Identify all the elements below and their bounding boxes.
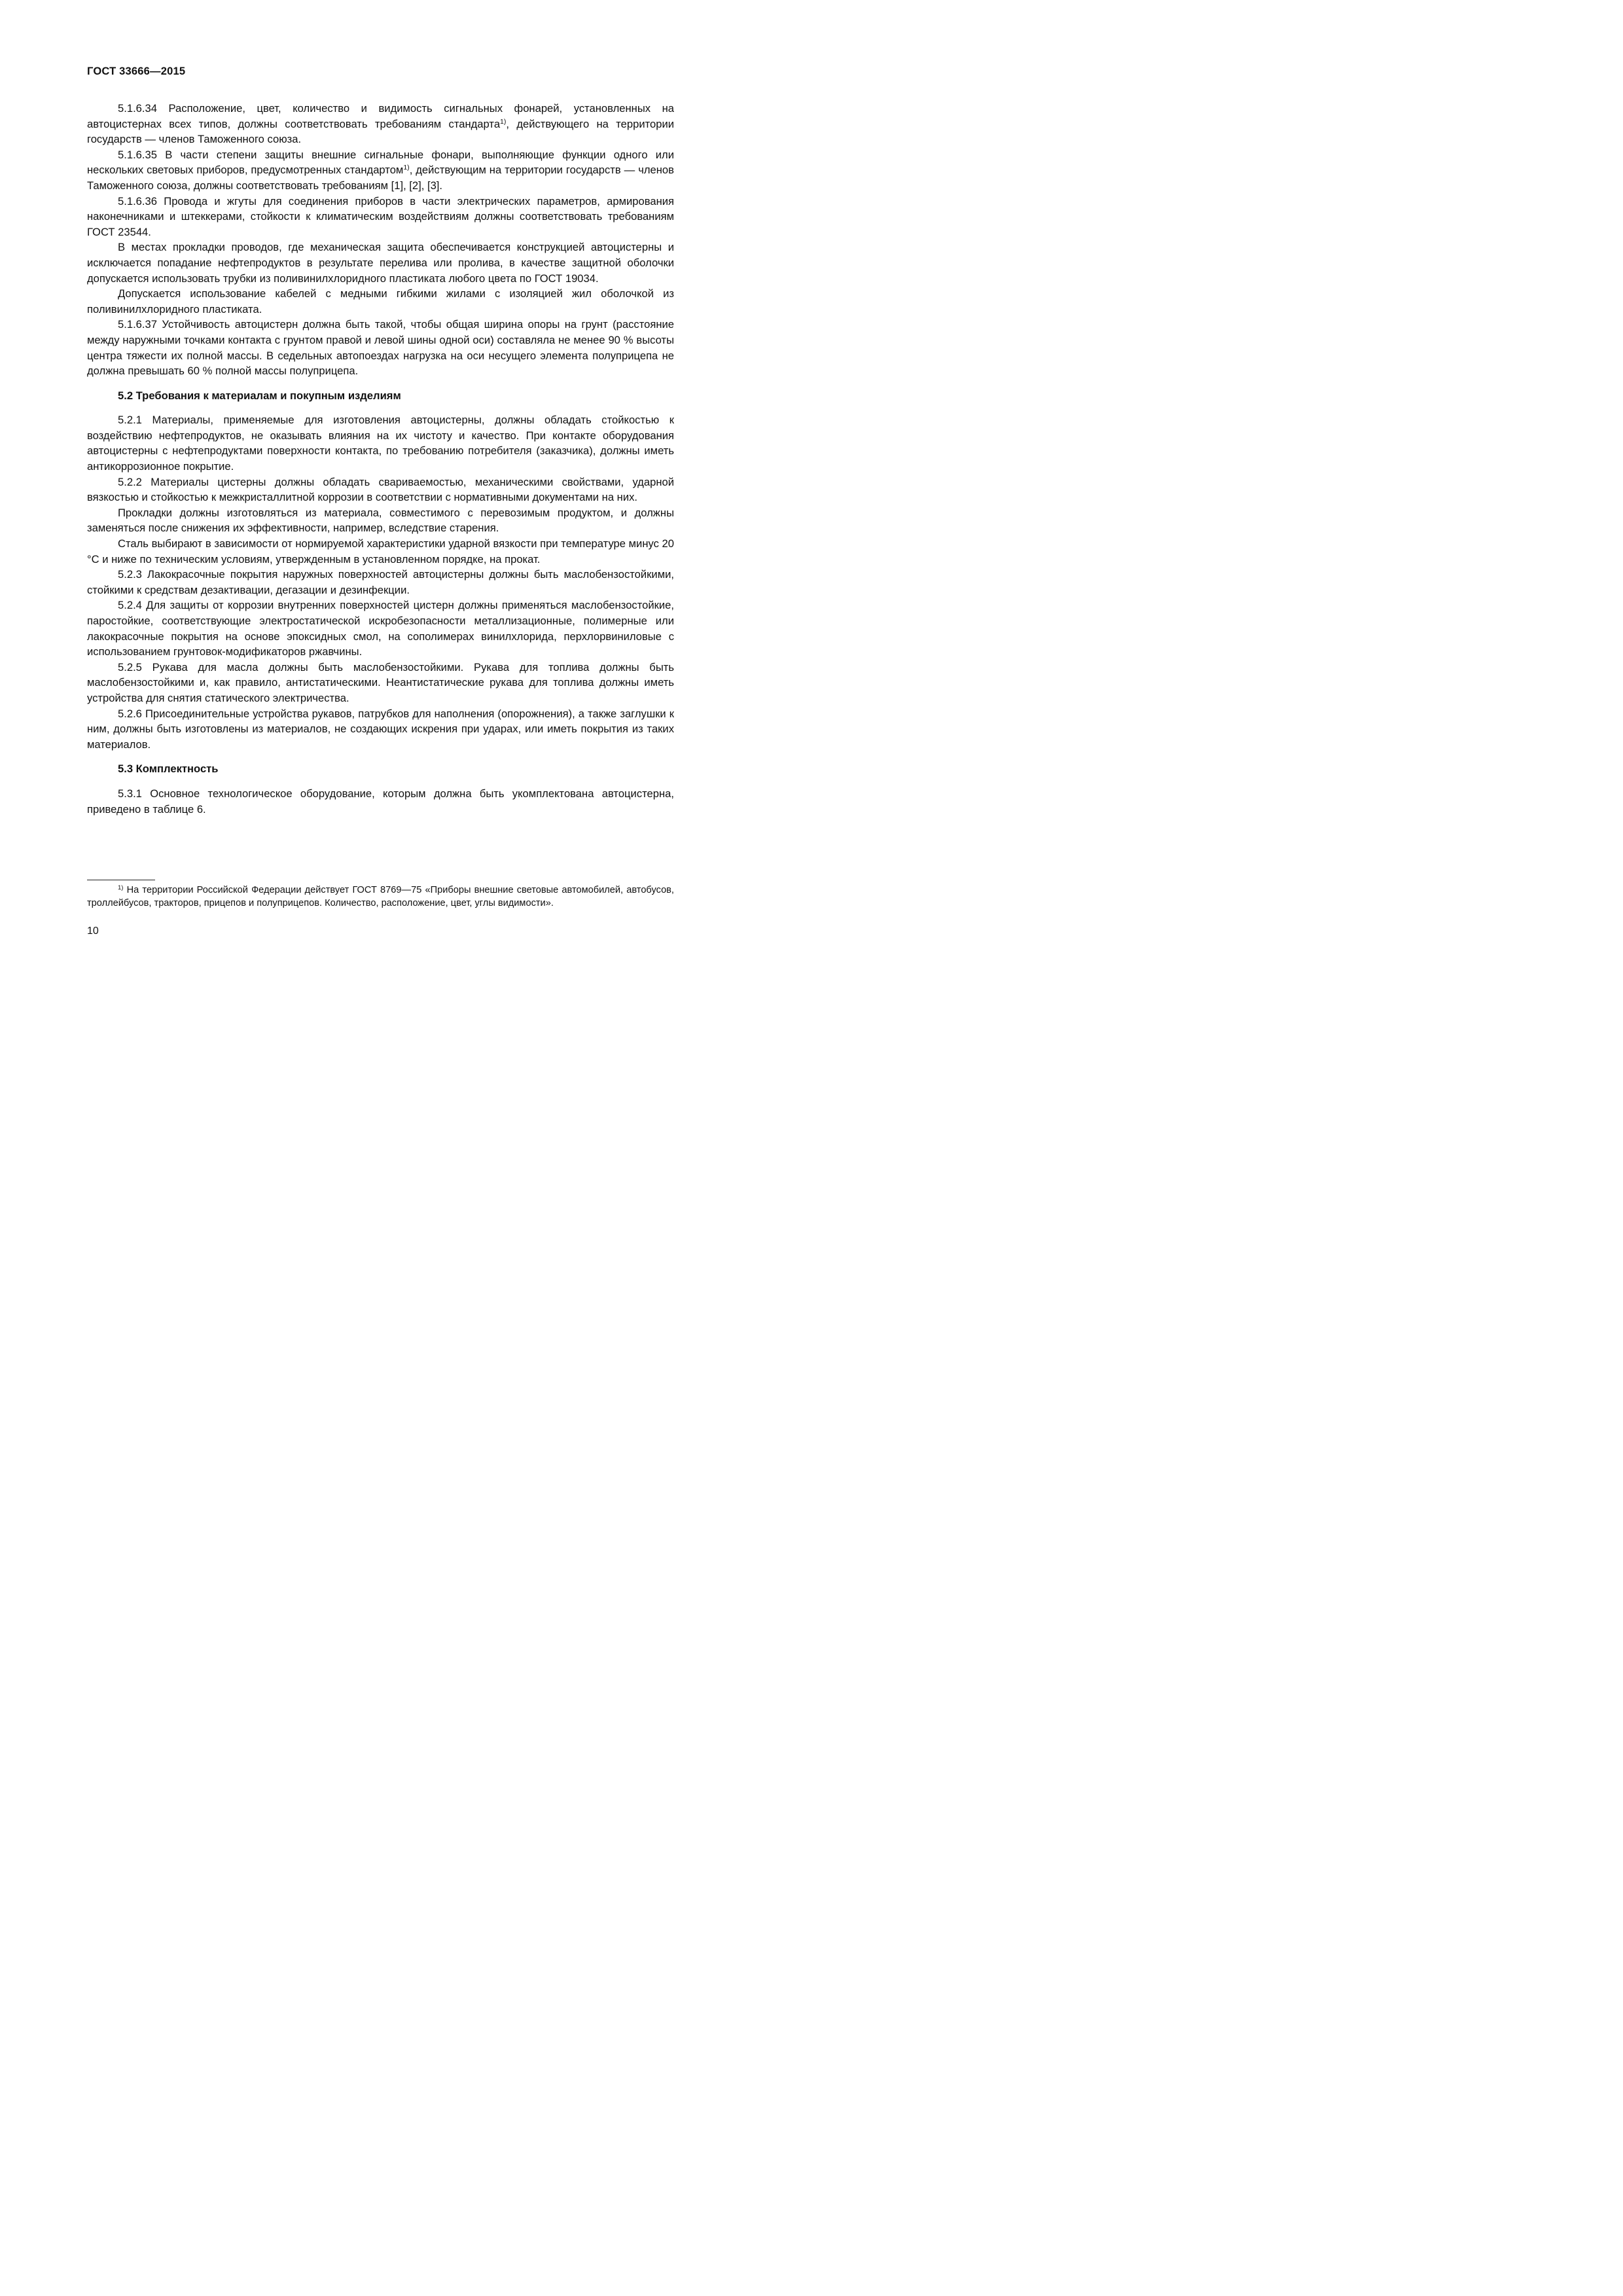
paragraph-text: 5.1.6.34 Расположение, цвет, количество и видимость сигнальных фонарей, установленных на автоцистернах всех типов, должны соответствовать требованиям стандарта (87, 102, 674, 130)
paragraph-text: 5.1.6.35 В части степени защиты внешние сигнальные фонари, выполняющие функции одного или нескольких световых приборов, предусмотренных стандартом (87, 148, 674, 177)
paragraph-text: , действующего на территории государств — членов Таможенного союза. (87, 117, 674, 146)
footnote-text: На территории Российской Федерации действует ГОСТ 8769—75 «Приборы внешние световые автомобилей, автобусов, троллейбусов, тракторов, прицепов и полуприцепов. Количество, расположение, цвет, углы видимости». (87, 885, 674, 909)
paragraph-5-2-6: 5.2.6 Присоединительные устройства рукавов, патрубков для наполнения (опорожнения), а также заглушки к ним, должны быть изготовлены из материалов, не создающих искрения при ударах, или иметь покрытия из таких материалов. (87, 707, 674, 751)
footnote-marker: 1) (118, 884, 124, 891)
footnote-reference[interactable]: 1) (500, 117, 507, 126)
paragraph-5-2-4: 5.2.4 Для защиты от коррозии внутренних поверхностей цистерн должны применяться маслобензостойкие, паростойкие, соответствующие электростатической искробезопасности металлизационные, полимерные или лакокрасочные покрытия на основе эпоксидных смол, на сополимерах винилхлорида, перхлорвиниловые с использованием грунтовок-модификаторов ржавчины. (87, 599, 674, 658)
paragraph-5-1-6-37: 5.1.6.37 Устойчивость автоцистерн должна быть такой, чтобы общая ширина опоры на грунт (расстояние между наружными точками контакта с грунтом правой и левой шины одной оси) составляла не менее 90 % высоты центра тяжести их полной массы. В седельных автопоездах нагрузка на оси несущего элемента полуприцепа не должна превышать 60 % полной массы полуприцепа. (87, 318, 674, 378)
section-heading-5-3: 5.3 Комплектность (118, 762, 219, 776)
section-heading-5-2: 5.2 Требования к материалам и покупным изделиям (118, 389, 401, 402)
paragraph-5-1-6-36: 5.1.6.36 Провода и жгуты для соединения приборов в части электрических параметров, армирования наконечниками и штеккерами, стойкости к климатическим воздействиям должны соответствовать требованиям ГОСТ 23544. (87, 194, 674, 238)
paragraph-5-2-2: 5.2.2 Материалы цистерны должны обладать свариваемостью, механическими свойствами, ударной вязкостью и стойкостью к межкристаллитной коррозии в соответствии с нормативными документами на них. (87, 475, 674, 504)
paragraph-wiring-protection: В местах прокладки проводов, где механическая защита обеспечивается конструкцией автоцистерны и исключается попадание нефтепродуктов в результате перелива или пролива, в качестве защитной оболочки допускается использовать трубки из поливинилхлоридного пластиката любого цвета по ГОСТ 19034. (87, 241, 674, 285)
paragraph-steel: Сталь выбирают в зависимости от нормируемой характеристики ударной вязкости при температуре минус 20 °С и ниже по техническим условиям, утвержденным в установленном порядке, на прокат. (87, 537, 674, 565)
paragraph-5-1-6-34 (87, 101, 674, 147)
paragraph-5-1-6-35 (87, 147, 674, 194)
paragraph-text: , действующим на территории государств — членов Таможенного союза, должны соответствовать требованиям [1], [2], [3]. (87, 164, 674, 192)
paragraph-5-2-5: 5.2.5 Рукава для масла должны быть маслобензостойкими. Рукава для топлива должны быть маслобензостойкими и, как правило, антистатическими. Неантистатические рукава для топлива должны иметь устройства для снятия статического электричества. (87, 660, 674, 704)
paragraph-cables: Допускается использование кабелей с медными гибкими жилами с изоляцией жил оболочкой из поливинилхлоридного пластиката. (87, 287, 674, 315)
document-body (87, 101, 674, 817)
page-number: 10 (87, 925, 99, 937)
footnote (87, 884, 674, 910)
paragraph-gaskets: Прокладки должны изготовляться из материала, совместимого с перевозимым продуктом, и должны заменяться после снижения их эффективности, например, вследствие старения. (87, 506, 674, 535)
paragraph-5-2-1: 5.2.1 Материалы, применяемые для изготовления автоцистерны, должны обладать стойкостью к воздействию нефтепродуктов, не оказывать влияния на их чистоту и качество. При контакте оборудования автоцистерны с нефтепродуктами поверхности контакта, по требованию потребителя (заказчика), должны иметь антикоррозионное покрытие. (87, 414, 674, 473)
document-page (0, 0, 722, 1022)
document-header: ГОСТ 33666—2015 (87, 65, 186, 77)
paragraph-5-3-1: 5.3.1 Основное технологическое оборудование, которым должна быть укомплектована автоцистерна, приведено в таблице 6. (87, 787, 674, 816)
paragraph-5-2-3: 5.2.3 Лакокрасочные покрытия наружных поверхностей автоцистерны должны быть маслобензостойкими, стойкими к средствам дезактивации, дегазации и дезинфекции. (87, 568, 674, 596)
footnote-reference[interactable]: 1) (403, 164, 410, 172)
